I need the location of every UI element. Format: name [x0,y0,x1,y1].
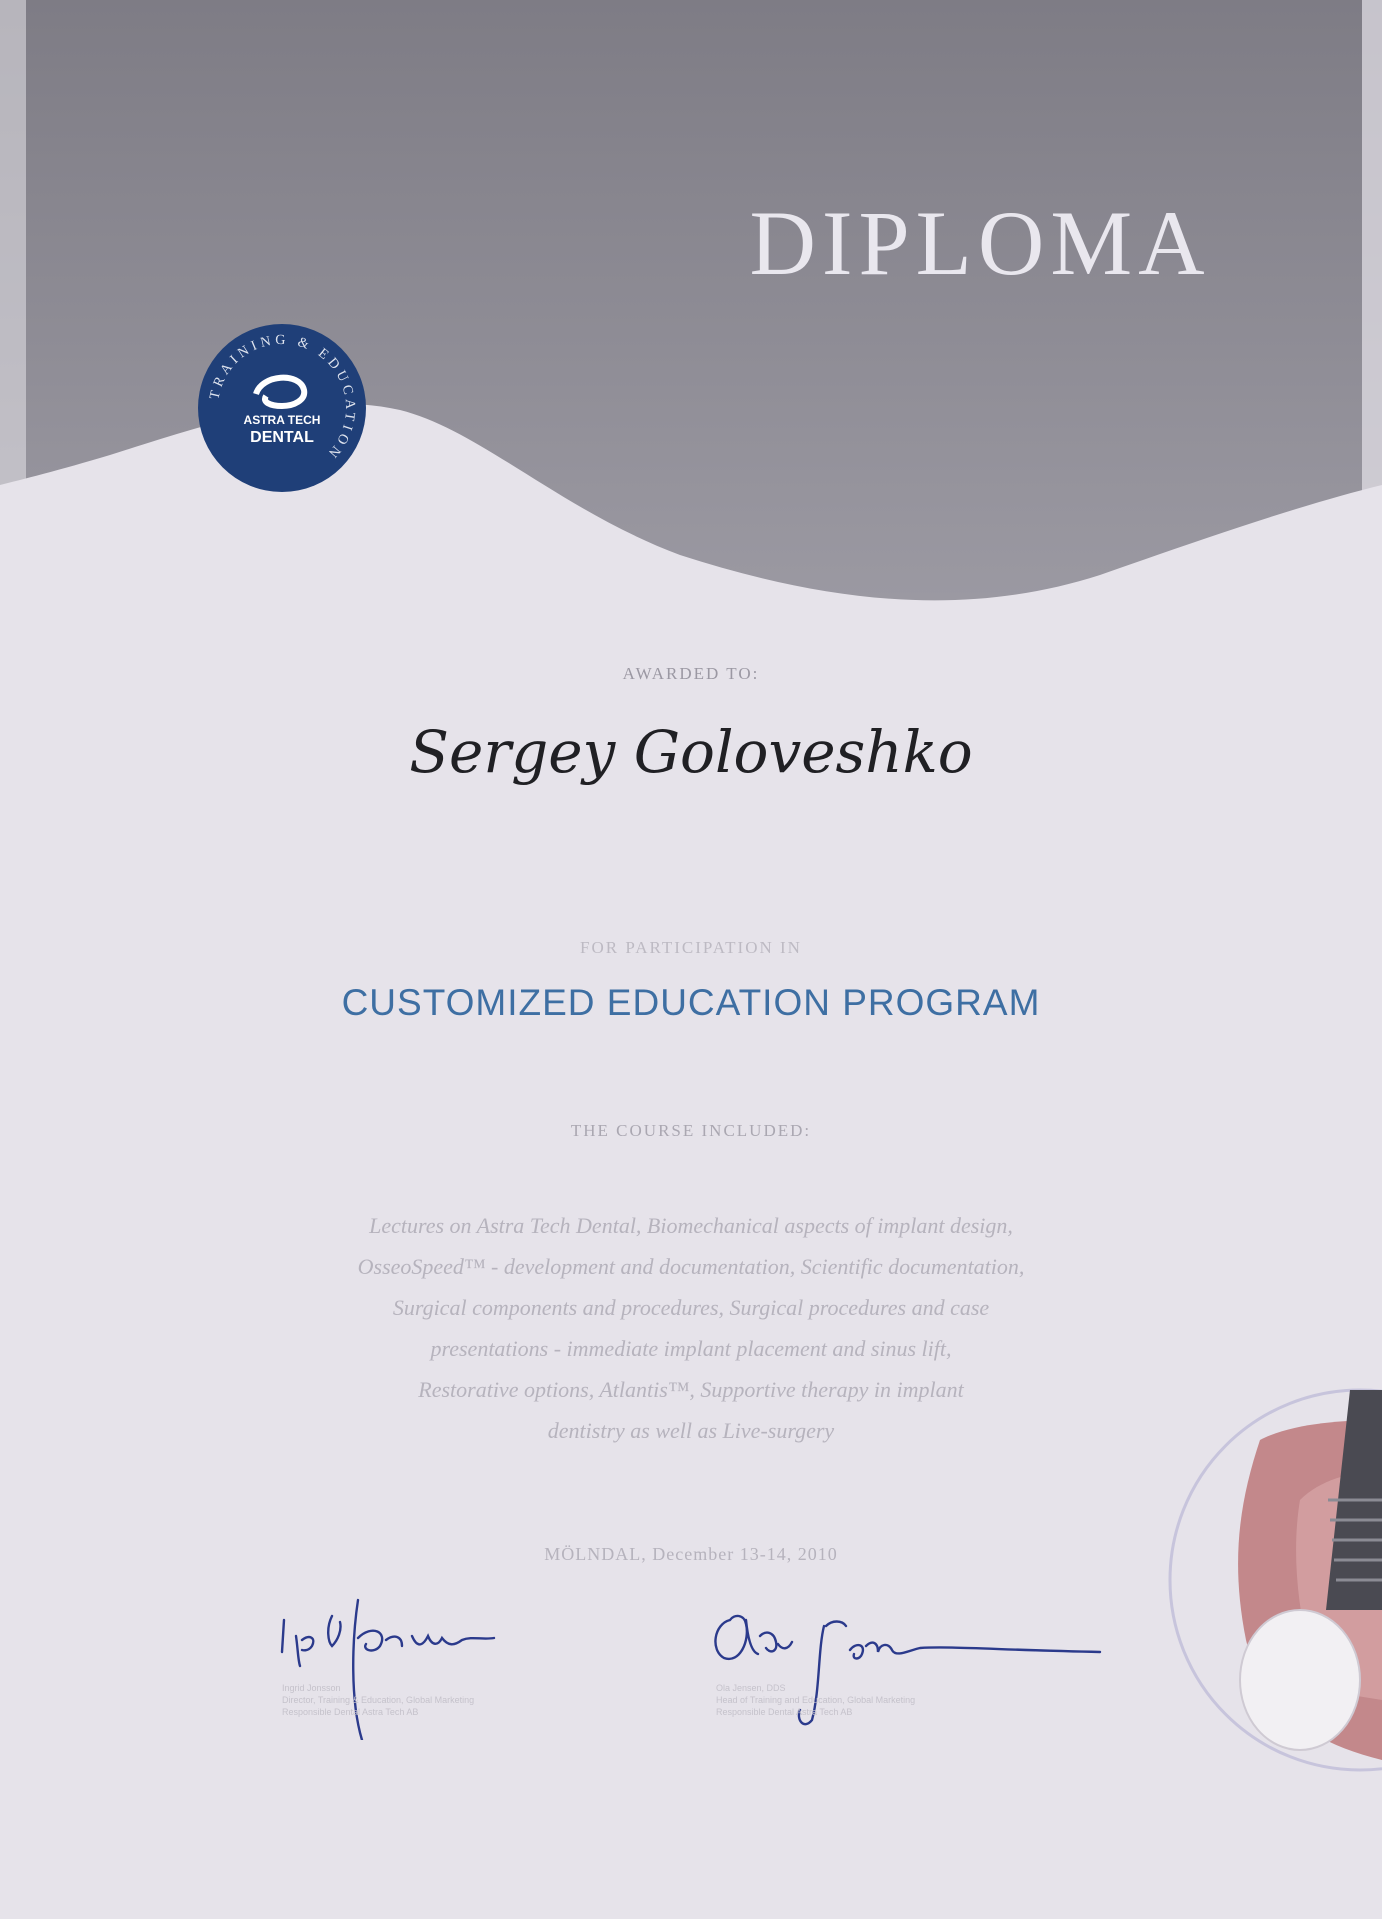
logo-ring-text: TRAINING & EDUCATION [207,332,358,463]
diploma-title: DIPLOMA [749,192,1211,294]
signature-left-name: Ingrid Jonsson [282,1683,341,1693]
signature-left [262,1580,582,1740]
signature-right-title: Head of Training and Education, Global Marketing [716,1695,916,1705]
course-included-label: THE COURSE INCLUDED: [570,1121,812,1140]
awarded-label: AWARDED TO: [622,664,760,683]
signature-left-title: Director, Training & Education, Global Marketing [282,1695,475,1705]
course-description [280,1205,1102,1451]
recipient-name: Sergey Goloveshko [409,718,973,786]
place-and-date: MÖLNDAL, December 13-14, 2010 [544,1544,838,1564]
signature-right [700,1580,1120,1740]
dental-implant-illustration [1150,1380,1382,1780]
signature-right-company: Responsible Dental Astra Tech AB [716,1707,853,1717]
signature-right-name: Ola Jensen, DDS [716,1683,786,1693]
logo-brand-line2: DENTAL [250,429,314,446]
course-line: presentations - immediate implant placement and sinus lift, [430,1336,952,1361]
participation-label: FOR PARTICIPATION IN [580,938,802,957]
course-line: Lectures on Astra Tech Dental, Biomechanical aspects of implant design, [369,1213,1013,1238]
signature-left-company: Responsible Dental Astra Tech AB [282,1707,419,1717]
course-line: Restorative options, Atlantis™, Supportive therapy in implant [418,1377,964,1402]
astra-tech-dental-logo [196,322,368,494]
logo-brand-line1: ASTRA TECH [243,413,321,427]
header-wave-background [0,0,1382,640]
course-line: OsseoSpeed™ - development and documentation, Scientific documentation, [357,1254,1025,1279]
program-title: CUSTOMIZED EDUCATION PROGRAM [341,982,1041,1023]
course-line: dentistry as well as Live-surgery [547,1418,835,1443]
course-line: Surgical components and procedures, Surgical procedures and case [392,1295,990,1320]
